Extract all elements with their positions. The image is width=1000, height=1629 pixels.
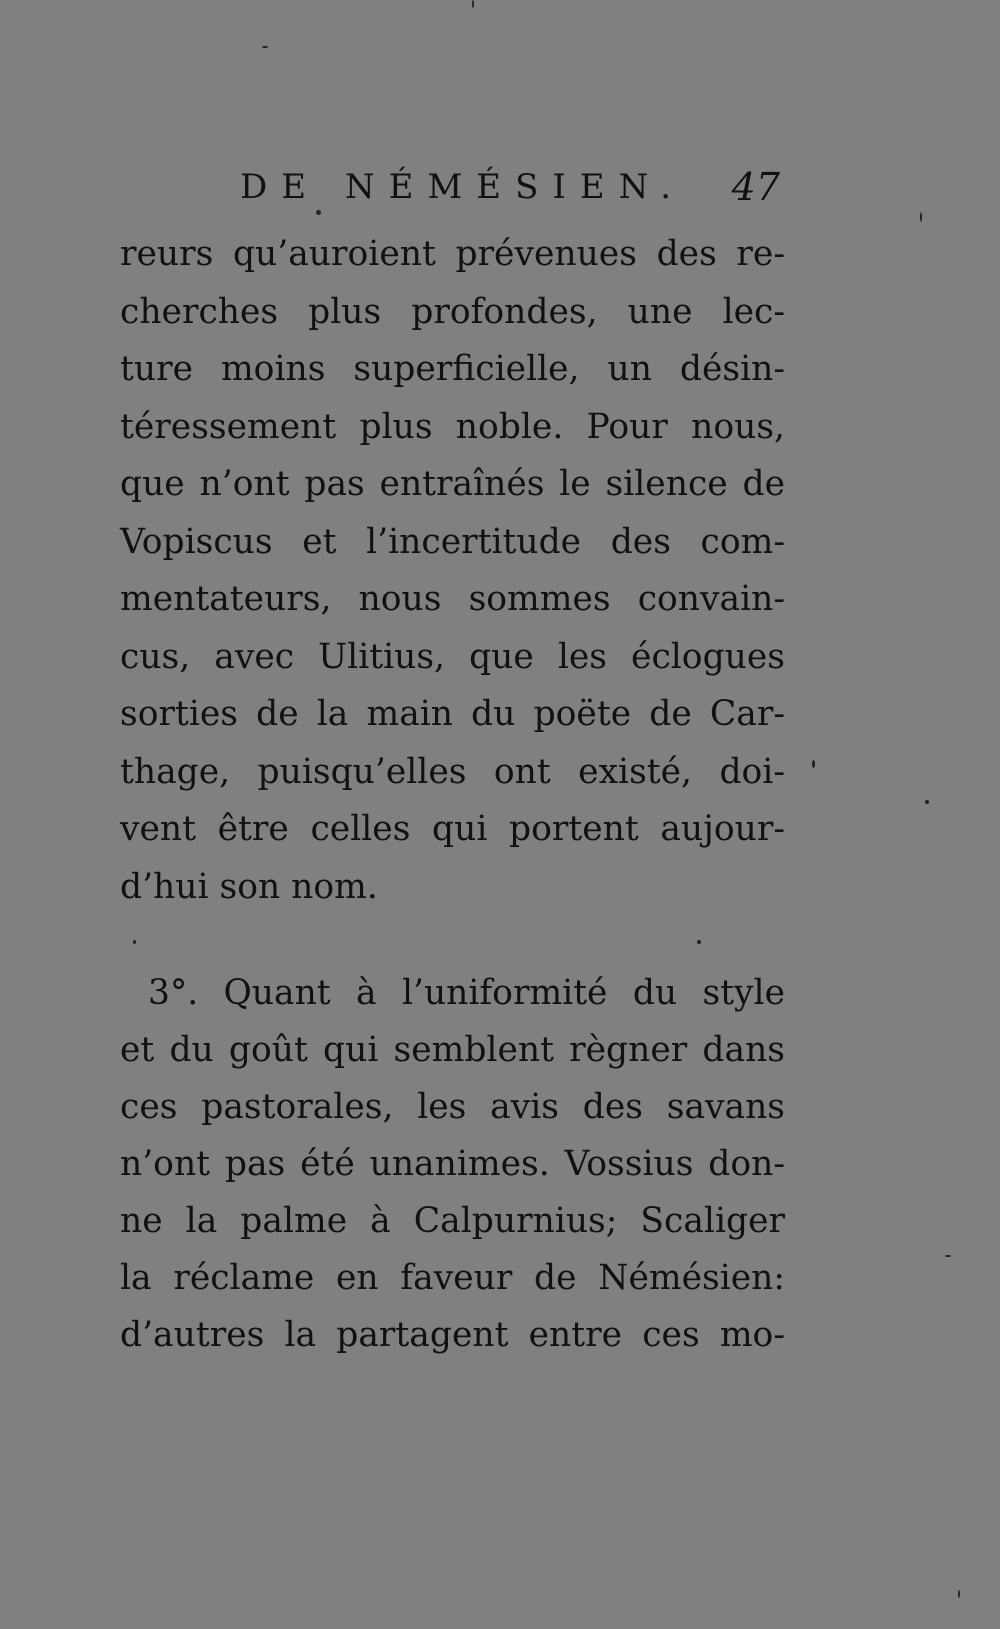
paragraph-2: [120, 965, 785, 1364]
scan-speck: [925, 800, 929, 804]
scan-speck: [812, 760, 815, 768]
text-line: ture moins superficielle, un désin-: [120, 349, 785, 389]
paragraph-1: [120, 226, 785, 916]
text-line: mentateurs, nous sommes convain-: [120, 579, 785, 619]
text-line: et du goût qui semblent règner dans: [120, 1030, 785, 1070]
text-line: cherches plus profondes, une lec-: [120, 291, 785, 332]
text-line: d’autres la partagent entre ces mo-: [120, 1315, 785, 1355]
text-line: ces pastorales, les avis des savans: [120, 1087, 785, 1127]
scan-speck: [262, 46, 268, 48]
scan-speck: [133, 940, 136, 944]
text-line: la réclame en faveur de Némésien:: [120, 1258, 785, 1298]
text-line: reurs qu’auroient prévenues des re-: [120, 234, 785, 274]
scan-speck: [316, 210, 321, 215]
text-line: que n’ont pas entraînés le silence de: [120, 464, 785, 504]
text-line: 3°. Quant à l’uniformité du style: [148, 973, 785, 1013]
text-line: d’hui son nom.: [120, 866, 378, 907]
text-line: téressement plus noble. Pour nous,: [120, 406, 785, 447]
running-title: DE NÉMÉSIEN.: [240, 167, 686, 207]
text-line: ne la palme à Calpurnius; Scaliger: [120, 1201, 785, 1241]
page-header: [240, 162, 780, 212]
text-line: Vopiscus et l’incertitude des com-: [120, 521, 785, 562]
scan-speck: [920, 212, 922, 222]
page-number: 47: [731, 165, 780, 209]
scan-speck: [958, 1590, 960, 1598]
scan-speck: [697, 940, 701, 944]
text-line: cus, avec Ulitius, que les éclogues: [120, 636, 785, 677]
scan-speck: [945, 1255, 951, 1257]
text-line: thage, puisqu’elles ont existé, doi-: [120, 751, 785, 792]
scan-speck: [472, 0, 474, 8]
text-line: sorties de la main du poëte de Car-: [120, 694, 785, 734]
text-line: vent être celles qui portent aujour-: [120, 809, 785, 849]
text-line: n’ont pas été unanimes. Vossius don-: [120, 1144, 785, 1184]
